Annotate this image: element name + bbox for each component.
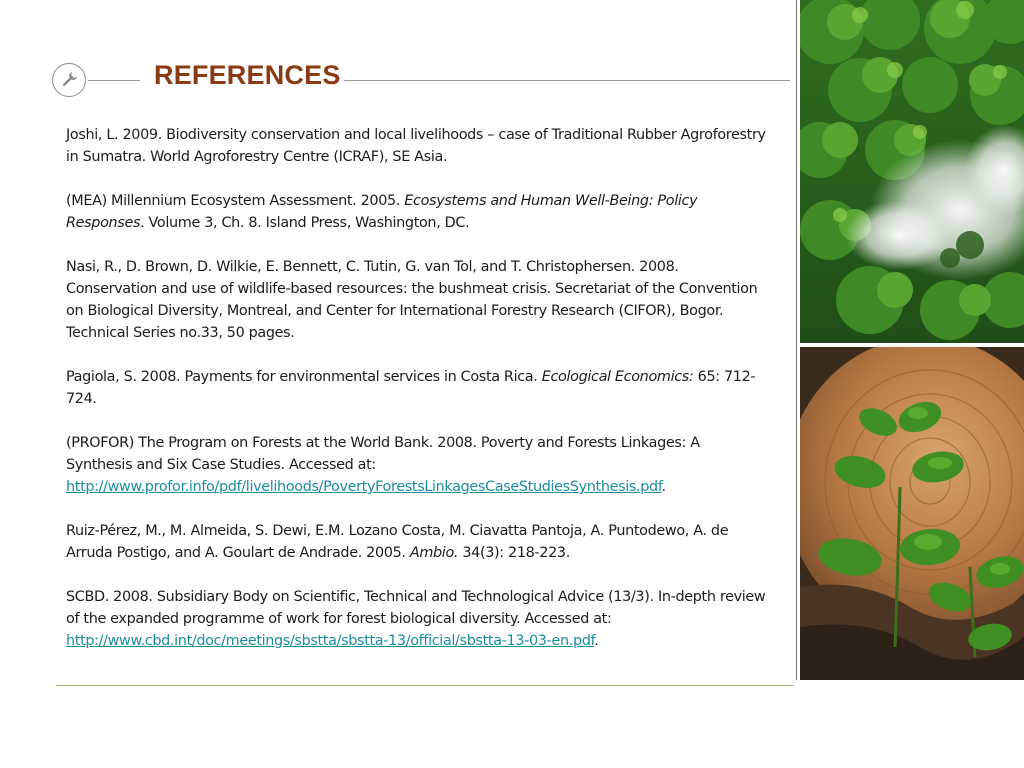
rainforest-canopy-photo bbox=[800, 0, 1024, 343]
title-rule-right bbox=[344, 80, 790, 81]
wrench-icon bbox=[52, 63, 86, 97]
reference-pagiola bbox=[66, 366, 766, 410]
reference-text: . bbox=[661, 479, 666, 495]
cbd-link[interactable]: http://www.cbd.int/doc/meetings/sbstta/sbstta-13/official/sbstta-13-03-en.pdf bbox=[66, 633, 595, 649]
page-title: REFERENCES bbox=[154, 60, 341, 90]
reference-list bbox=[66, 124, 766, 674]
reference-mea bbox=[66, 190, 766, 234]
reference-text: . Volume 3, Ch. 8. Island Press, Washington, DC. bbox=[140, 215, 470, 231]
reference-title-italic: Ecosystems and Human Well-Being: Policy Responses bbox=[66, 193, 698, 231]
profor-link[interactable]: http://www.profor.info/pdf/livelihoods/PovertyForestsLinkagesCaseStudiesSynthesis.pdf bbox=[66, 479, 662, 495]
reference-title-italic: Ecological Economics: bbox=[541, 369, 694, 385]
reference-scbd bbox=[66, 586, 766, 652]
reference-joshi: Joshi, L. 2009. Biodiversity conservation and local livelihoods – case of Traditional Rubber Agroforestry in Sumatra. World Agroforestry Centre (ICRAF), SE Asia. bbox=[66, 127, 766, 165]
reference-text: (PROFOR) The Program on Forests at the World Bank. 2008. Poverty and Forests Linkages: A Synthesis and Six Case Studies. Accessed at: bbox=[66, 435, 700, 473]
bottom-rule bbox=[56, 685, 794, 686]
reference-text: (MEA) Millennium Ecosystem Assessment. 2005. bbox=[66, 193, 405, 209]
title-rule-left bbox=[88, 80, 140, 81]
reference-text: . bbox=[594, 633, 599, 649]
reference-title-italic: Ambio. bbox=[409, 545, 459, 561]
image-divider bbox=[796, 0, 797, 680]
reference-text: 65: 712-724. bbox=[66, 369, 756, 407]
reference-text: SCBD. 2008. Subsidiary Body on Scientific, Technical and Technological Advice (13/3). In-depth review of the expanded programme of work for forest biological diversity. Accessed at: bbox=[66, 589, 766, 627]
reference-nasi: Nasi, R., D. Brown, D. Wilkie, E. Bennett, C. Tutin, G. van Tol, and T. Christophersen. 2008. Conservation and use of wildlife-based resources: the bushmeat crisis. Secretariat of the Convention on Biological Diversity, Montreal, and Center for International Forestry Research (CIFOR), Bogor. Technical Series no.33, 50 pages. bbox=[66, 259, 758, 341]
seedling-on-tree-stump-photo bbox=[800, 347, 1024, 680]
reference-text: 34(3): 218-223. bbox=[458, 545, 570, 561]
reference-text: Pagiola, S. 2008. Payments for environmental services in Costa Rica. bbox=[66, 369, 542, 385]
reference-ruiz bbox=[66, 520, 766, 564]
reference-profor bbox=[66, 432, 766, 498]
reference-text: Ruiz-Pérez, M., M. Almeida, S. Dewi, E.M. Lozano Costa, M. Ciavatta Pantoja, A. Puntodewo, A. de Arruda Postigo, and A. Goulart de Andrade. 2005. bbox=[66, 523, 729, 561]
